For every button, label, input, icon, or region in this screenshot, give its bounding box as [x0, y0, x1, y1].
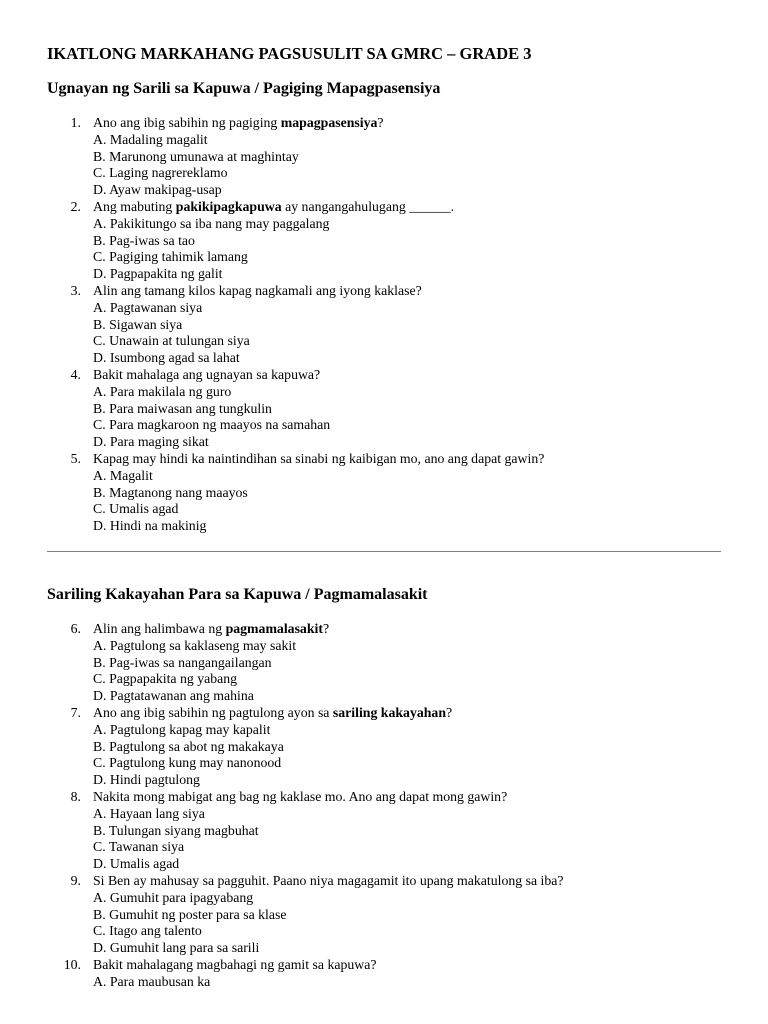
- question-text-part: ?: [377, 115, 384, 130]
- answer-option: A. Hayaan lang siya: [93, 805, 205, 821]
- answer-option: D. Gumuhit lang para sa sarili: [93, 940, 260, 956]
- question-number: 5.: [70, 450, 81, 466]
- answer-option: D. Isumbong agad sa lahat: [93, 350, 240, 366]
- answer-options: [0, 300, 768, 367]
- question-number: 1.: [70, 115, 81, 130]
- answer-option: B. Pag-iwas sa nangangailangan: [93, 654, 272, 670]
- question-number: 6.: [70, 621, 81, 636]
- answer-option: A. Pagtulong kapag may kapalit: [93, 721, 271, 737]
- section-heading-2: Sariling Kakayahan Para sa Kapuwa / Pagmamalasakit: [47, 586, 428, 603]
- question-item: [0, 873, 768, 957]
- question-text-part: Ano ang ibig sabihin ng pagtulong ayon sa: [93, 704, 333, 720]
- question-item: [0, 199, 768, 283]
- question-text-part: Kapag may hindi ka naintindihan sa sinabi ng kaibigan mo, ano ang dapat gawin?: [93, 450, 545, 466]
- question-item: [0, 283, 768, 367]
- question-item: [0, 621, 768, 705]
- answer-option: C. Laging nagrereklamo: [93, 165, 228, 181]
- question-line: [0, 115, 768, 132]
- answer-option: B. Tulungan siyang magbuhat: [93, 822, 259, 838]
- answer-option: A. Magalit: [93, 467, 153, 483]
- question-text: [93, 115, 384, 132]
- answer-options: [0, 132, 768, 199]
- answer-option: C. Umalis agad: [93, 501, 179, 517]
- question-text-part: Alin ang tamang kilos kapag nagkamali ang iyong kaklase?: [93, 282, 422, 298]
- question-list-1: [0, 115, 768, 535]
- question-text-part: Ano ang ibig sabihin ng pagiging: [93, 115, 281, 130]
- question-item: [0, 367, 768, 451]
- question-item: [0, 789, 768, 873]
- question-text: [93, 367, 320, 384]
- answer-option: B. Gumuhit ng poster para sa klase: [93, 906, 287, 922]
- question-text-part: Bakit mahalaga ang ugnayan sa kapuwa?: [93, 366, 321, 382]
- question-keyword: pagmamalasakit: [225, 621, 323, 636]
- answer-options: [0, 890, 768, 957]
- question-item: [0, 115, 768, 199]
- question-text: [93, 873, 564, 890]
- answer-option: B. Magtanong nang maayos: [93, 484, 248, 500]
- answer-options: [0, 806, 768, 873]
- question-text-part: Alin ang halimbawa ng: [93, 621, 226, 636]
- answer-option: A. Gumuhit para ipagyabang: [93, 889, 254, 905]
- question-item: [0, 705, 768, 789]
- question-text: [93, 451, 544, 468]
- question-keyword: mapagpasensiya: [280, 115, 378, 130]
- answer-option: C. Tawanan siya: [93, 839, 185, 855]
- answer-option: C. Pagpapakita ng yabang: [93, 671, 238, 687]
- answer-option: D. Hindi pagtulong: [93, 772, 200, 788]
- question-line: [0, 789, 768, 806]
- answer-option: D. Pagtatawanan ang mahina: [93, 688, 254, 704]
- question-text-part: Nakita mong mabigat ang bag ng kaklase mo. Ano ang dapat mong gawin?: [93, 788, 508, 804]
- answer-option: B. Pag-iwas sa tao: [93, 232, 195, 248]
- exam-title: IKATLONG MARKAHANG PAGSUSULIT SA GMRC – GRADE 3: [47, 44, 532, 63]
- answer-option: D. Para maging sikat: [93, 434, 209, 450]
- answer-options: [0, 974, 768, 991]
- answer-option: A. Pakikitungo sa iba nang may paggalang: [93, 215, 330, 231]
- question-number: 7.: [70, 704, 81, 720]
- answer-option: D. Umalis agad: [93, 856, 180, 872]
- answer-option: B. Pagtulong sa abot ng makakaya: [93, 738, 284, 754]
- answer-option: B. Sigawan siya: [93, 316, 183, 332]
- answer-option: A. Madaling magalit: [93, 131, 208, 147]
- section-divider: [47, 551, 721, 552]
- answer-option: C. Para magkaroon ng maayos na samahan: [93, 417, 331, 433]
- question-keyword: pakikipagkapuwa: [175, 198, 282, 214]
- question-item: [0, 451, 768, 535]
- question-line: [0, 705, 768, 722]
- question-text-part: Ang mabuting: [93, 198, 176, 214]
- answer-option: C. Itago ang talento: [93, 923, 202, 939]
- answer-option: A. Pagtawanan siya: [93, 299, 203, 315]
- answer-option: C. Pagiging tahimik lamang: [93, 249, 248, 265]
- answer-option: D. Hindi na makinig: [93, 518, 207, 534]
- answer-option: A. Para maubusan ka: [93, 973, 211, 989]
- question-number: 4.: [70, 366, 81, 382]
- answer-option: C. Pagtulong kung may nanonood: [93, 755, 282, 771]
- answer-option: B. Marunong umunawa at maghintay: [93, 148, 299, 164]
- question-text: [93, 789, 507, 806]
- question-text: [93, 199, 454, 216]
- answer-options: [0, 722, 768, 789]
- question-line: [0, 873, 768, 890]
- answer-options: [0, 468, 768, 535]
- question-line: [0, 957, 768, 974]
- question-text: [93, 283, 422, 300]
- question-number: 8.: [70, 788, 81, 804]
- question-line: [0, 451, 768, 468]
- question-text-part: ?: [322, 621, 330, 636]
- answer-options: [0, 216, 768, 283]
- answer-option: A. Pagtulong sa kaklaseng may sakit: [93, 637, 297, 653]
- answer-option: A. Para makilala ng guro: [93, 383, 232, 399]
- question-line: [0, 199, 768, 216]
- question-number: 10.: [63, 956, 81, 972]
- question-text: [93, 621, 329, 638]
- question-text-part: Bakit mahalagang magbahagi ng gamit sa kapuwa?: [93, 956, 377, 972]
- question-keyword: sariling kakayahan: [332, 704, 446, 720]
- question-number: 9.: [70, 872, 81, 888]
- answer-option: D. Ayaw makipag-usap: [93, 182, 222, 198]
- question-text-part: ay nangangahulugang ______.: [281, 198, 455, 214]
- question-text: [93, 957, 377, 974]
- question-number: 3.: [70, 282, 81, 298]
- question-line: [0, 367, 768, 384]
- section-heading-1: Ugnayan ng Sarili sa Kapuwa / Pagiging Mapagpasensiya: [47, 80, 441, 97]
- answer-option: C. Unawain at tulungan siya: [93, 333, 250, 349]
- answer-option: B. Para maiwasan ang tungkulin: [93, 400, 272, 416]
- question-number: 2.: [70, 198, 81, 214]
- question-item: [0, 957, 768, 991]
- question-line: [0, 621, 768, 638]
- answer-option: D. Pagpapakita ng galit: [93, 266, 223, 282]
- question-line: [0, 283, 768, 300]
- answer-options: [0, 384, 768, 451]
- question-list-2: [0, 621, 768, 991]
- question-text: [93, 705, 452, 722]
- question-text-part: Si Ben ay mahusay sa pagguhit. Paano niya magagamit ito upang makatulong sa iba?: [93, 872, 564, 888]
- question-text-part: ?: [446, 704, 453, 720]
- answer-options: [0, 638, 768, 705]
